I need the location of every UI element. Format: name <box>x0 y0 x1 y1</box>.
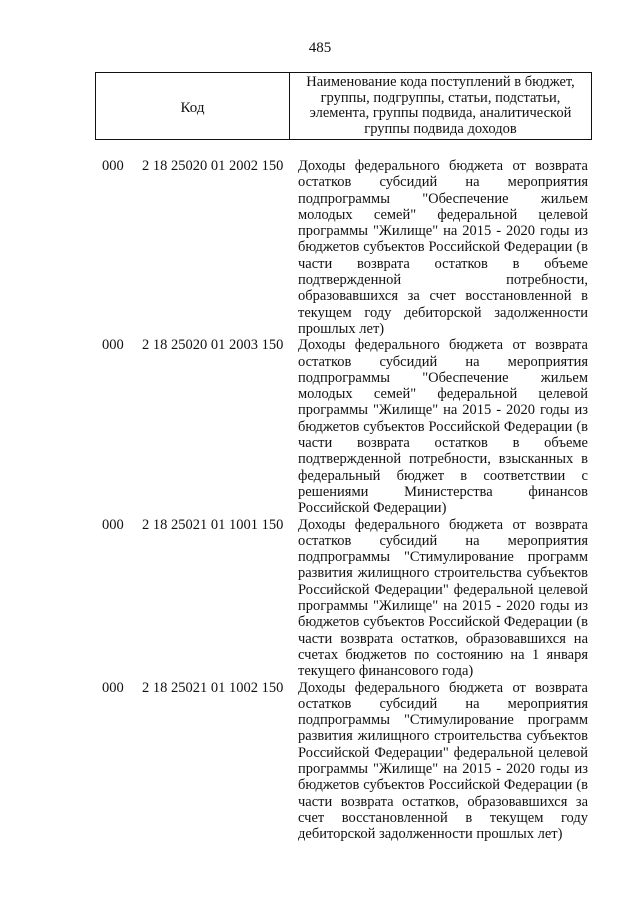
table-row <box>0 337 640 516</box>
row-description: Доходы федерального бюджета от возврата остатков субсидий на мероприятия подпрограммы "Стимулирование программ развития жилищного строительства субъектов Российской Федерации" федеральной целевой программы "Жилище" на 2015 - 2020 годы из бюджетов субъектов Российской Федерации (в части возврата остатков, образовавшихся на счетах бюджетов по состоянию на 1 января текущего финансового года) <box>298 516 588 680</box>
header-name-column: Наименование кода поступлений в бюджет, группы, подгруппы, статьи, подстатьи, элемента, группы подвида, аналитической группы подвида доходов <box>306 74 575 137</box>
page-number: 485 <box>308 40 332 56</box>
table-body <box>0 158 640 842</box>
row-revenue-code: 2 18 25020 01 2003 150 <box>142 337 284 354</box>
row-revenue-code: 2 18 25021 01 1002 150 <box>142 679 284 696</box>
row-admin-code: 000 <box>102 158 124 174</box>
table-row <box>0 158 640 337</box>
header-code-column: Код <box>96 73 290 139</box>
table-row <box>0 517 640 680</box>
row-description: Доходы федерального бюджета от возврата остатков субсидий на мероприятия подпрограммы "Обеспечение жильем молодых семей" федеральной целевой программы "Жилище" на 2015 - 2020 годы из бюджетов субъектов Российской Федерации (в части возврата остатков в объеме подтвержденной потребности, взысканных в федеральный бюджет в соответствии с решениями Министерства финансов Российской Федерации) <box>298 337 588 517</box>
table-row <box>0 680 640 843</box>
row-revenue-code: 2 18 25020 01 2002 150 <box>142 158 284 174</box>
row-description: Доходы федерального бюджета от возврата остатков субсидий на мероприятия подпрограммы "Стимулирование программ развития жилищного строительства субъектов Российской Федерации" федеральной целевой программы "Жилище" на 2015 - 2020 годы из бюджетов субъектов Российской Федерации (в части возврата остатков, образовавшихся за счет восстановленной в текущем году дебиторской задолженности прошлых лет) <box>298 679 588 843</box>
row-admin-code: 000 <box>102 679 124 696</box>
row-description: Доходы федерального бюджета от возврата остатков субсидий на мероприятия подпрограммы "Обеспечение жильем молодых семей" федеральной целевой программы "Жилище" на 2015 - 2020 годы из бюджетов субъектов Российской Федерации (в части возврата остатков в объеме подтвержденной потребности, образовавшихся за счет восстановленной в текущем году дебиторской задолженности прошлых лет) <box>298 158 588 337</box>
row-admin-code: 000 <box>102 516 124 533</box>
table-header <box>95 72 592 140</box>
row-admin-code: 000 <box>102 337 124 354</box>
row-revenue-code: 2 18 25021 01 1001 150 <box>142 516 284 533</box>
